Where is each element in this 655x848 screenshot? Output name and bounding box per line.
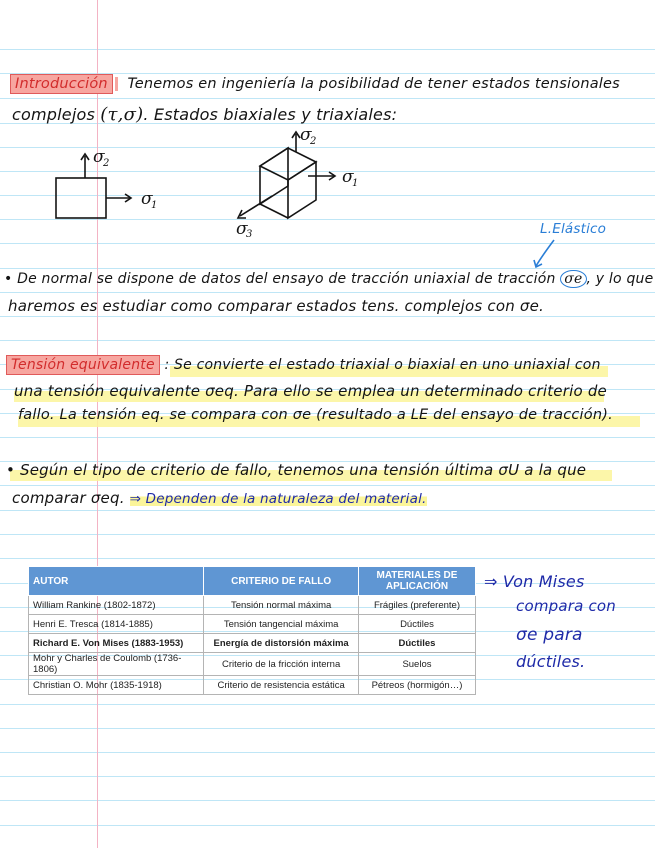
- criteria-table: [28, 566, 476, 695]
- intro-complejos: complejos: [12, 105, 95, 124]
- cell-materiales: Dúctiles: [358, 634, 475, 653]
- cell-autor: William Rankine (1802-1872): [29, 596, 204, 615]
- side-note-1: ⇒ Von Mises: [484, 572, 585, 591]
- criterio-line-1: [6, 461, 586, 479]
- table-header-row: [29, 567, 476, 596]
- svg-text:2: 2: [310, 136, 317, 147]
- criterio-text-1: • Según el tipo de criterio de fallo, tenemos una tensión última σU a la que: [6, 461, 587, 479]
- teq-text-3: fallo. La tensión eq. se compara con σe (resultado a LE del ensayo de tracción).: [18, 407, 613, 423]
- cell-materiales: Pétreos (hormigón…): [358, 676, 475, 695]
- table-row: [29, 634, 476, 653]
- cube-right: [288, 162, 316, 218]
- cell-criterio: Energía de distorsión máxima: [204, 634, 359, 653]
- triaxial-sigma1: σ: [342, 167, 354, 187]
- svg-text:3: 3: [246, 229, 253, 240]
- biaxial-sigma1: σ: [141, 189, 153, 209]
- teq-text-1: : Se convierte el estado triaxial o biaxial en uno uniaxial con: [164, 357, 601, 373]
- cell-autor: Henri E. Tresca (1814-1885): [29, 615, 204, 634]
- cell-criterio: Tensión normal máxima: [204, 596, 359, 615]
- teq-tag: Tensión equivalente: [6, 355, 160, 375]
- svg-text:2: 2: [103, 158, 110, 169]
- biaxial-square: [56, 178, 106, 218]
- para1-text-b: , y lo que: [586, 271, 654, 287]
- cell-materiales: Suelos: [358, 653, 475, 676]
- teq-text-2: una tensión equivalente σeq. Para ello se emplea un determinado criterio de: [14, 382, 607, 400]
- table-row: [29, 596, 476, 615]
- teq-line-3: [18, 407, 613, 423]
- cell-autor: Mohr y Charles de Coulomb (1736-1806): [29, 653, 204, 676]
- intro-text-2: . Estados biaxiales y triaxiales:: [143, 105, 398, 124]
- triaxial-sigma3: σ: [236, 219, 248, 239]
- criterio-text-2b: ⇒ Dependen de la naturaleza del material.: [129, 491, 427, 507]
- cell-criterio: Criterio de resistencia estática: [204, 676, 359, 695]
- le-note: L.Elástico: [540, 221, 607, 237]
- cell-materiales: Frágiles (preferente): [358, 596, 475, 615]
- header-criterio: CRITERIO DE FALLO: [204, 567, 359, 596]
- teq-line-1: [6, 357, 601, 373]
- criterio-text-2a: comparar σeq.: [12, 489, 125, 507]
- sigma-e-circled: σe: [560, 270, 586, 288]
- svg-text:1: 1: [352, 178, 359, 189]
- triaxial-diagram: [228, 125, 368, 240]
- criterio-line-2: [12, 489, 427, 507]
- para1-text-a: • De normal se dispone de datos del ensayo de tracción uniaxial de tracción: [4, 271, 556, 287]
- header-autor: AUTOR: [29, 567, 204, 596]
- side-note-4: dúctiles.: [516, 652, 586, 671]
- intro-line-2: [12, 104, 397, 125]
- para1-line-1: [4, 270, 653, 288]
- teq-line-2: [14, 382, 607, 400]
- cell-autor: Christian O. Mohr (1835-1918): [29, 676, 204, 695]
- intro-line-1: [10, 76, 620, 92]
- cell-criterio: Tensión tangencial máxima: [204, 615, 359, 634]
- table-row: [29, 653, 476, 676]
- cell-criterio: Criterio de la fricción interna: [204, 653, 359, 676]
- side-note-3: σe para: [516, 625, 583, 645]
- triaxial-sigma2: σ: [300, 125, 312, 145]
- table-row: [29, 676, 476, 695]
- biaxial-sigma2: σ: [93, 147, 105, 167]
- para1-text-2: haremos es estudiar como comparar estados tens. complejos con σe.: [8, 297, 545, 315]
- intro-tau-sigma: (τ,σ): [100, 104, 144, 125]
- para1-line-2: [8, 297, 544, 315]
- cell-autor: Richard E. Von Mises (1883-1953): [29, 634, 204, 653]
- biaxial-diagram: [48, 142, 168, 222]
- intro-tag: Introducción: [10, 74, 113, 94]
- triaxial-arrow-diag: [240, 196, 272, 216]
- header-materiales: MATERIALES DE APLICACIÓN: [358, 567, 475, 596]
- side-note-2: compara con: [516, 597, 617, 615]
- svg-text:1: 1: [151, 200, 158, 211]
- cell-materiales: Dúctiles: [358, 615, 475, 634]
- intro-text-1: Tenemos en ingeniería la posibilidad de tener estados tensionales: [127, 76, 620, 92]
- table-row: [29, 615, 476, 634]
